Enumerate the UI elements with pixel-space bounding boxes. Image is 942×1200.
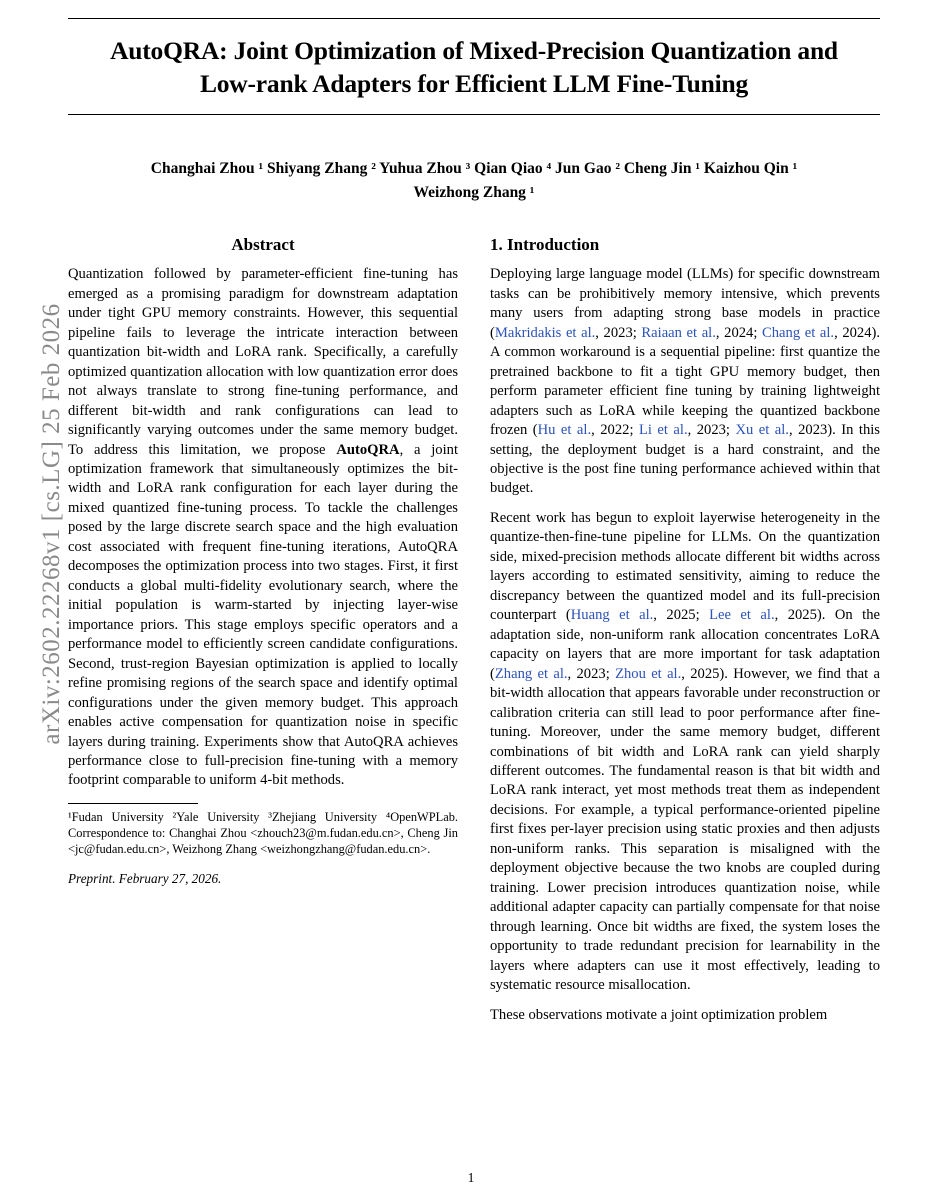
citation-link[interactable]: Raiaan et al.	[641, 324, 716, 341]
intro-p1-b: , 2023;	[595, 324, 642, 341]
citation-link[interactable]: Huang et al.	[570, 607, 654, 624]
intro-p1-d: , 2024). A common workaround is a sequential pipeline: first quantize the pretrained backbone to fit a tight GPU memory budget, then perform parameter efficient fine tuning by training lightweight adapters such as LoRA while keeping the quantized backbone frozen (	[490, 324, 881, 439]
intro-paragraph-2	[490, 509, 880, 996]
intro-p2-a: Recent work has begun to exploit layerwise heterogeneity in the quantize-then-fine-tune pipeline for LLMs. On the quantization side, mixed-precision methods allocate different bit widths across layers according to estimated sensitivity, aiming to reduce the discrepancy between the quantized model and its full-precision counterpart (	[490, 509, 880, 624]
citation-link[interactable]: Makridakis et al.	[494, 324, 596, 341]
citation-link[interactable]: Xu et al.	[735, 422, 789, 439]
column-left	[68, 235, 458, 1035]
intro-p1-f: , 2023;	[687, 422, 736, 439]
intro-p1-g: , 2023). In this setting, the deployment budget is a hard constraint, and the objective is the post fine tuning performance achieved within that budget.	[490, 422, 880, 497]
intro-paragraph-3: These observations motivate a joint optimization problem	[490, 1006, 828, 1023]
page-title: AutoQRA: Joint Optimization of Mixed-Precision Quantization and Low-rank Adapters for Efficient LLM Fine-Tuning	[110, 36, 838, 98]
author-list	[68, 157, 880, 205]
citation-link[interactable]: Chang et al.	[762, 324, 835, 341]
intro-p1-c: , 2024;	[715, 324, 763, 341]
paper-content	[68, 18, 880, 1035]
affiliation-footnote: ¹Fudan University ²Yale University ³Zhejiang University ⁴OpenWPLab. Correspondence to: Changhai Zhou <zhouch23@m.fudan.edu.cn>, Cheng Jin <jc@fudan.edu.cn>, Weizhong Zhang <weizhongzhang@fudan.edu.cn>.	[68, 809, 458, 857]
abstract-text: Quantization followed by parameter-efficient fine-tuning has emerged as a promising paradigm for downstream adaptation under tight GPU memory constraints. However, this sequential pipeline fails to leverage the intricate interaction between quantization bit-width and LoRA rank. Specifically, a carefully optimized quantization allocation with low quantization error does not always translate to strong fine-tuning performance, and different bit-width and rank configurations can lead to significantly varying outcomes under the same memory budget. To address this limitation, we propose AutoQRA, a joint optimization framework that simultaneously optimizes the bit-width and LoRA rank configuration for each layer during the mixed quantized fine-tuning process. To tackle the challenges posed by the large discrete search space and the high evaluation cost associated with frequent fine-tuning iterations, AutoQRA decomposes the optimization process into two stages. First, it first conducts a global multi-fidelity evolutionary search, where the initial population is warm-started by injecting layer-wise importance priors. This stage employs specific operators and a performance model to efficiently screen candidate configurations. Second, trust-region Bayesian optimization is applied to locally refine promising regions of the search space and identify optimal configurations under the given memory budget. This approach enables active compensation for quantization noise in specific layers during training. Experiments show that AutoQRA achieves performance close to full-precision fine-tuning with a memory footprint comparable to uniform 4-bit methods.	[68, 266, 458, 789]
citation-link[interactable]: Lee et al.	[709, 607, 775, 624]
citation-link[interactable]: Hu et al.	[537, 422, 592, 439]
intro-paragraph-1	[490, 265, 880, 499]
column-right	[490, 235, 880, 1035]
intro-p2-c: , 2025). On the adaptation side, non-uniform rank allocation concentrates LoRA capacity on layers that are more important for task adaptation (	[490, 607, 880, 682]
footnote-separator	[68, 803, 198, 804]
intro-p2-b: , 2025;	[653, 607, 710, 624]
preprint-note: Preprint. February 27, 2026.	[68, 871, 222, 887]
two-column-body	[68, 235, 880, 1035]
method-name: AutoQRA	[336, 441, 400, 458]
title-rule	[68, 114, 880, 115]
intro-p1-e: , 2022;	[591, 422, 639, 439]
arxiv-stamp: arXiv:2602.22268v1 [cs.LG] 25 Feb 2026	[38, 303, 65, 745]
intro-p2-d: , 2023;	[567, 665, 616, 682]
citation-link[interactable]: Zhang et al.	[494, 665, 568, 682]
author-line-2: Weizhong Zhang ¹	[413, 184, 535, 202]
section-heading-introduction: 1. Introduction	[490, 235, 600, 255]
citation-link[interactable]: Zhou et al.	[615, 665, 682, 682]
citation-link[interactable]: Li et al.	[638, 422, 688, 439]
intro-p1-a: Deploying large language model (LLMs) for specific downstream tasks can be prohibitively memory intensive, which prevents many users from adapting strong base models in practice (	[490, 266, 880, 341]
page-number: 1	[467, 1170, 475, 1185]
abstract-heading: Abstract	[231, 235, 295, 255]
author-line-1: Changhai Zhou ¹ Shiyang Zhang ² Yuhua Zhou ³ Qian Qiao ⁴ Jun Gao ² Cheng Jin ¹ Kaizhou Qin ¹	[150, 160, 798, 178]
top-rule	[68, 18, 880, 19]
intro-p2-e: , 2025). However, we find that a bit-width allocation that appears favorable under reconstruction or calibration criteria can still lead to poor performance after fine-tuning. Moreover, under the same memory budget, different combinations of bit width and LoRA rank can yield sharply different outcomes. The fundamental reason is that bit width and LoRA rank interact, yet most methods treat them as independent decisions. For example, a typical performance-oriented pipeline first fixes per-layer precision using static proxies and then adjusts non-uniform ranks. This separation is misaligned with the deployment objective because the two knobs are coupled during training. Lower precision introduces quantization noise, while additional adapter capacity can partially compensate for that noise through learning. Once bit widths are fixed, the system loses the opportunity to trade redundant precision for learnability in the layers where adapters can use it most effectively, leading to systematic resource misallocation.	[490, 665, 880, 994]
